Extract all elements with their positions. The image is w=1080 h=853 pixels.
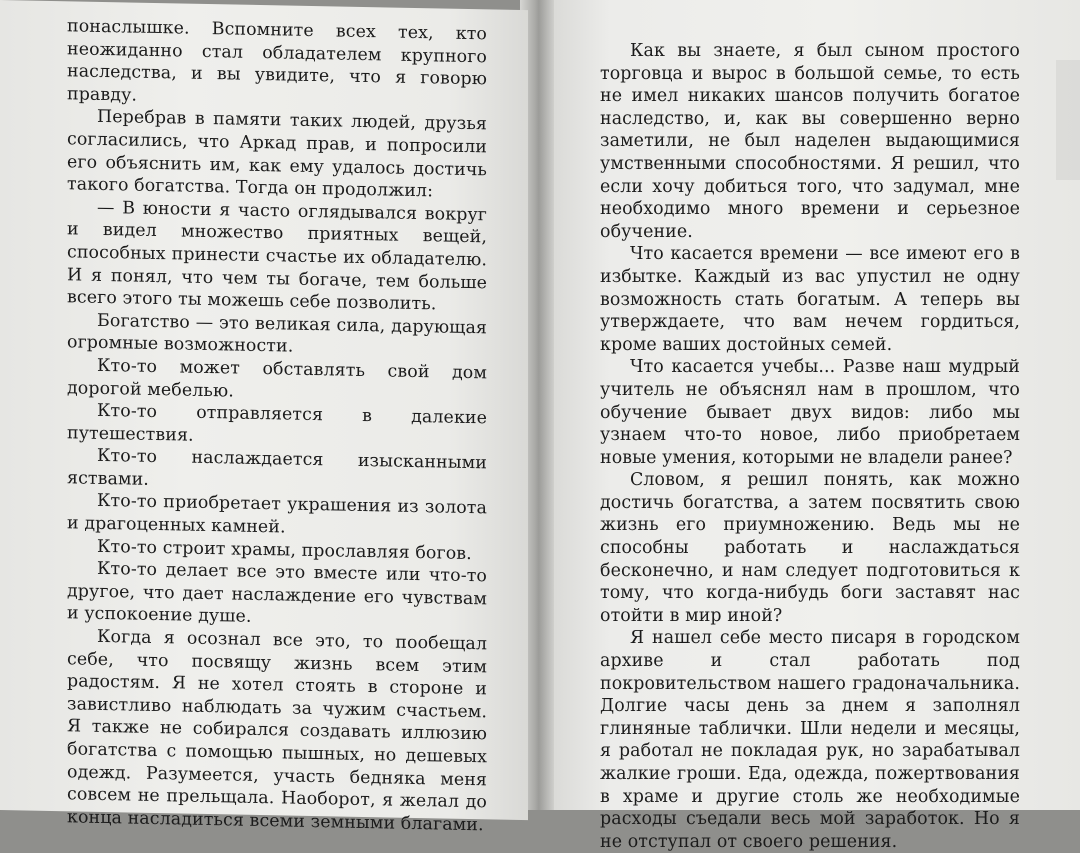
paragraph: Кто-то строит храмы, прославляя богов.	[97, 536, 472, 564]
paragraph: — В юности я часто оглядывался вокруг и видел множество приятных вещей, способных принести счастье их обладателю. И я понял, что чем ты богаче, тем больше всего этого ты можешь себе позволить.	[67, 197, 487, 315]
left-page-text	[67, 15, 487, 836]
right-page	[546, 0, 1080, 852]
paragraph: Кто-то может обставлять свой дом дорогой мебелью.	[67, 355, 487, 401]
paragraph: Как вы знаете, я был сыном простого торговца и вырос в большой семье, то есть не имел никаких шансов получить богатое наследство, и, как вы совершенно верно заметили, не был наделен выдающимися умственными способностями. Я решил, что если хочу добиться того, что задумал, мне необходимо много времени и серьезное обучение.	[600, 41, 1020, 242]
left-page	[0, 0, 528, 836]
paragraph: Словом, я решил понять, как можно достичь богатства, а затем посвятить свою жизнь его приумножению. Ведь мы не способны работать и наслаждаться бесконечно, и нам следует подготовиться к тому, что когда-нибудь боги заставят нас отойти в мир иной?	[600, 470, 1020, 626]
paragraph: Когда я осознал все это, то пообещал себе, что посвящу жизнь всем этим радостям. Я не хотел стоять в стороне и завистливо наблюдать за чужим счастьем. Я также не собирался создавать иллюзию богатства с помощью пышных, но дешевых одежд. Разумеется, участь бедняка меня совсем не прельщала. Наоборот, я желал до конца насладиться всеми земными благами.	[67, 626, 487, 836]
paragraph: Богатство — это великая сила, дарующая огромные возможности.	[67, 310, 487, 357]
page-edge-shadow	[1056, 60, 1080, 180]
right-page-text	[600, 40, 1020, 853]
paragraph: понаслышке. Вспомните всех тех, кто неожиданно стал обладателем крупного наследства, и вы увидите, что я говорю правду.	[67, 16, 487, 106]
paragraph: Кто-то делает все это вместе или что-то другое, что дает наслаждение его чувствам и успокоение душе.	[67, 559, 487, 628]
paragraph: Что касается времени — все имеют его в избытке. Каждый из вас упустил не одну возможность стать богатым. А теперь вы утверждаете, что вам нечем гордиться, кроме ваших достойных семей.	[600, 244, 1020, 355]
paragraph: Что касается учебы... Разве наш мудрый учитель не объяснял нам в прошлом, что обучение бывает двух видов: либо мы узнаем что-то новое, либо приобретаем новые умения, которыми не владели ранее?	[600, 357, 1020, 468]
paragraph: Кто-то отправляется в далекие путешествия.	[67, 400, 487, 446]
paragraph: Я нашел себе место писаря в городском архиве и стал работать под покровительством нашего градоначальника. Долгие часы день за днем я заполнял глиняные таблички. Шли недели и месяцы, я работал не покладая рук, но зарабатывал жалкие гроши. Еда, одежда, пожертвования в храме и другие столь же необходимые расходы съедали весь мой заработок. Но я не отступал от своего решения.	[600, 628, 1020, 852]
paragraph: Кто-то приобретает украшения из золота и драгоценных камней.	[67, 491, 487, 538]
paragraph: Перебрав в памяти таких людей, друзья согласились, что Аркад прав, и попросили его объяснить им, как ему удалось достичь такого богатства. Тогда он продолжил:	[67, 107, 487, 202]
paragraph: Кто-то наслаждается изысканными яствами.	[67, 446, 487, 490]
